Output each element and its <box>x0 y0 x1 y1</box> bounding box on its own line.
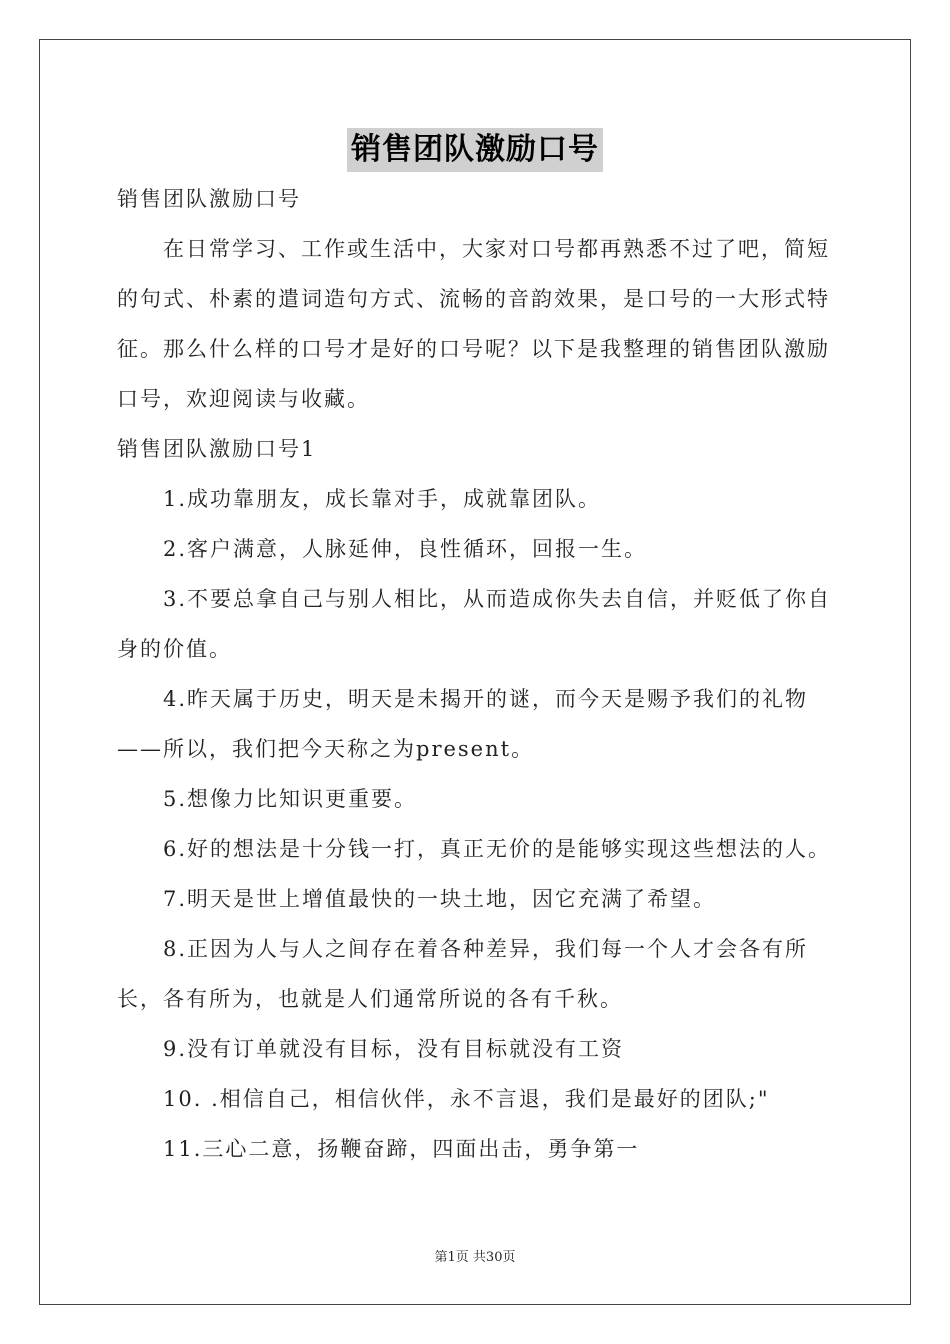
page-footer: 第1页 共30页 <box>434 1250 516 1265</box>
document-subtitle: 销售团队激励口号 <box>117 187 301 211</box>
list-item: 3.不要总拿自己与别人相比，从而造成你失去自信，并贬低了你自身的价值。 <box>117 587 832 661</box>
list-item: 8.正因为人与人之间存在着各种差异，我们每一个人才会各有所长，各有所为，也就是人们通常所说的各有千秋。 <box>117 937 809 1011</box>
list-item: 1.成功靠朋友，成长靠对手，成就靠团队。 <box>163 487 602 511</box>
list-item: 4.昨天属于历史，明天是未揭开的谜，而今天是赐予我们的礼物——所以，我们把今天称之为present。 <box>117 687 809 761</box>
slogan-list <box>117 474 837 1174</box>
section-heading: 销售团队激励口号1 <box>117 437 317 461</box>
list-item: 11.三心二意，扬鞭奋蹄，四面出击，勇争第一 <box>163 1137 640 1161</box>
title-container <box>0 128 950 172</box>
intro-paragraph: 在日常学习、工作或生活中，大家对口号都再熟悉不过了吧，简短的句式、朴素的遣词造句方式、流畅的音韵效果，是口号的一大形式特征。那么什么样的口号才是好的口号呢？以下是我整理的销售团队激励口号，欢迎阅读与收藏。 <box>117 237 830 411</box>
list-item: 2.客户满意，人脉延伸，良性循环，回报一生。 <box>163 537 648 561</box>
list-item: 5.想像力比知识更重要。 <box>163 787 418 811</box>
list-item: 10. .相信自己，相信伙伴，永不言退，我们是最好的团队;" <box>163 1087 770 1111</box>
list-item: 9.没有订单就没有目标，没有目标就没有工资 <box>163 1037 625 1061</box>
list-item: 7.明天是世上增值最快的一块土地，因它充满了希望。 <box>163 887 717 911</box>
list-item: 6.好的想法是十分钱一打，真正无价的是能够实现这些想法的人。 <box>163 837 832 861</box>
document-title: 销售团队激励口号 <box>347 128 603 172</box>
